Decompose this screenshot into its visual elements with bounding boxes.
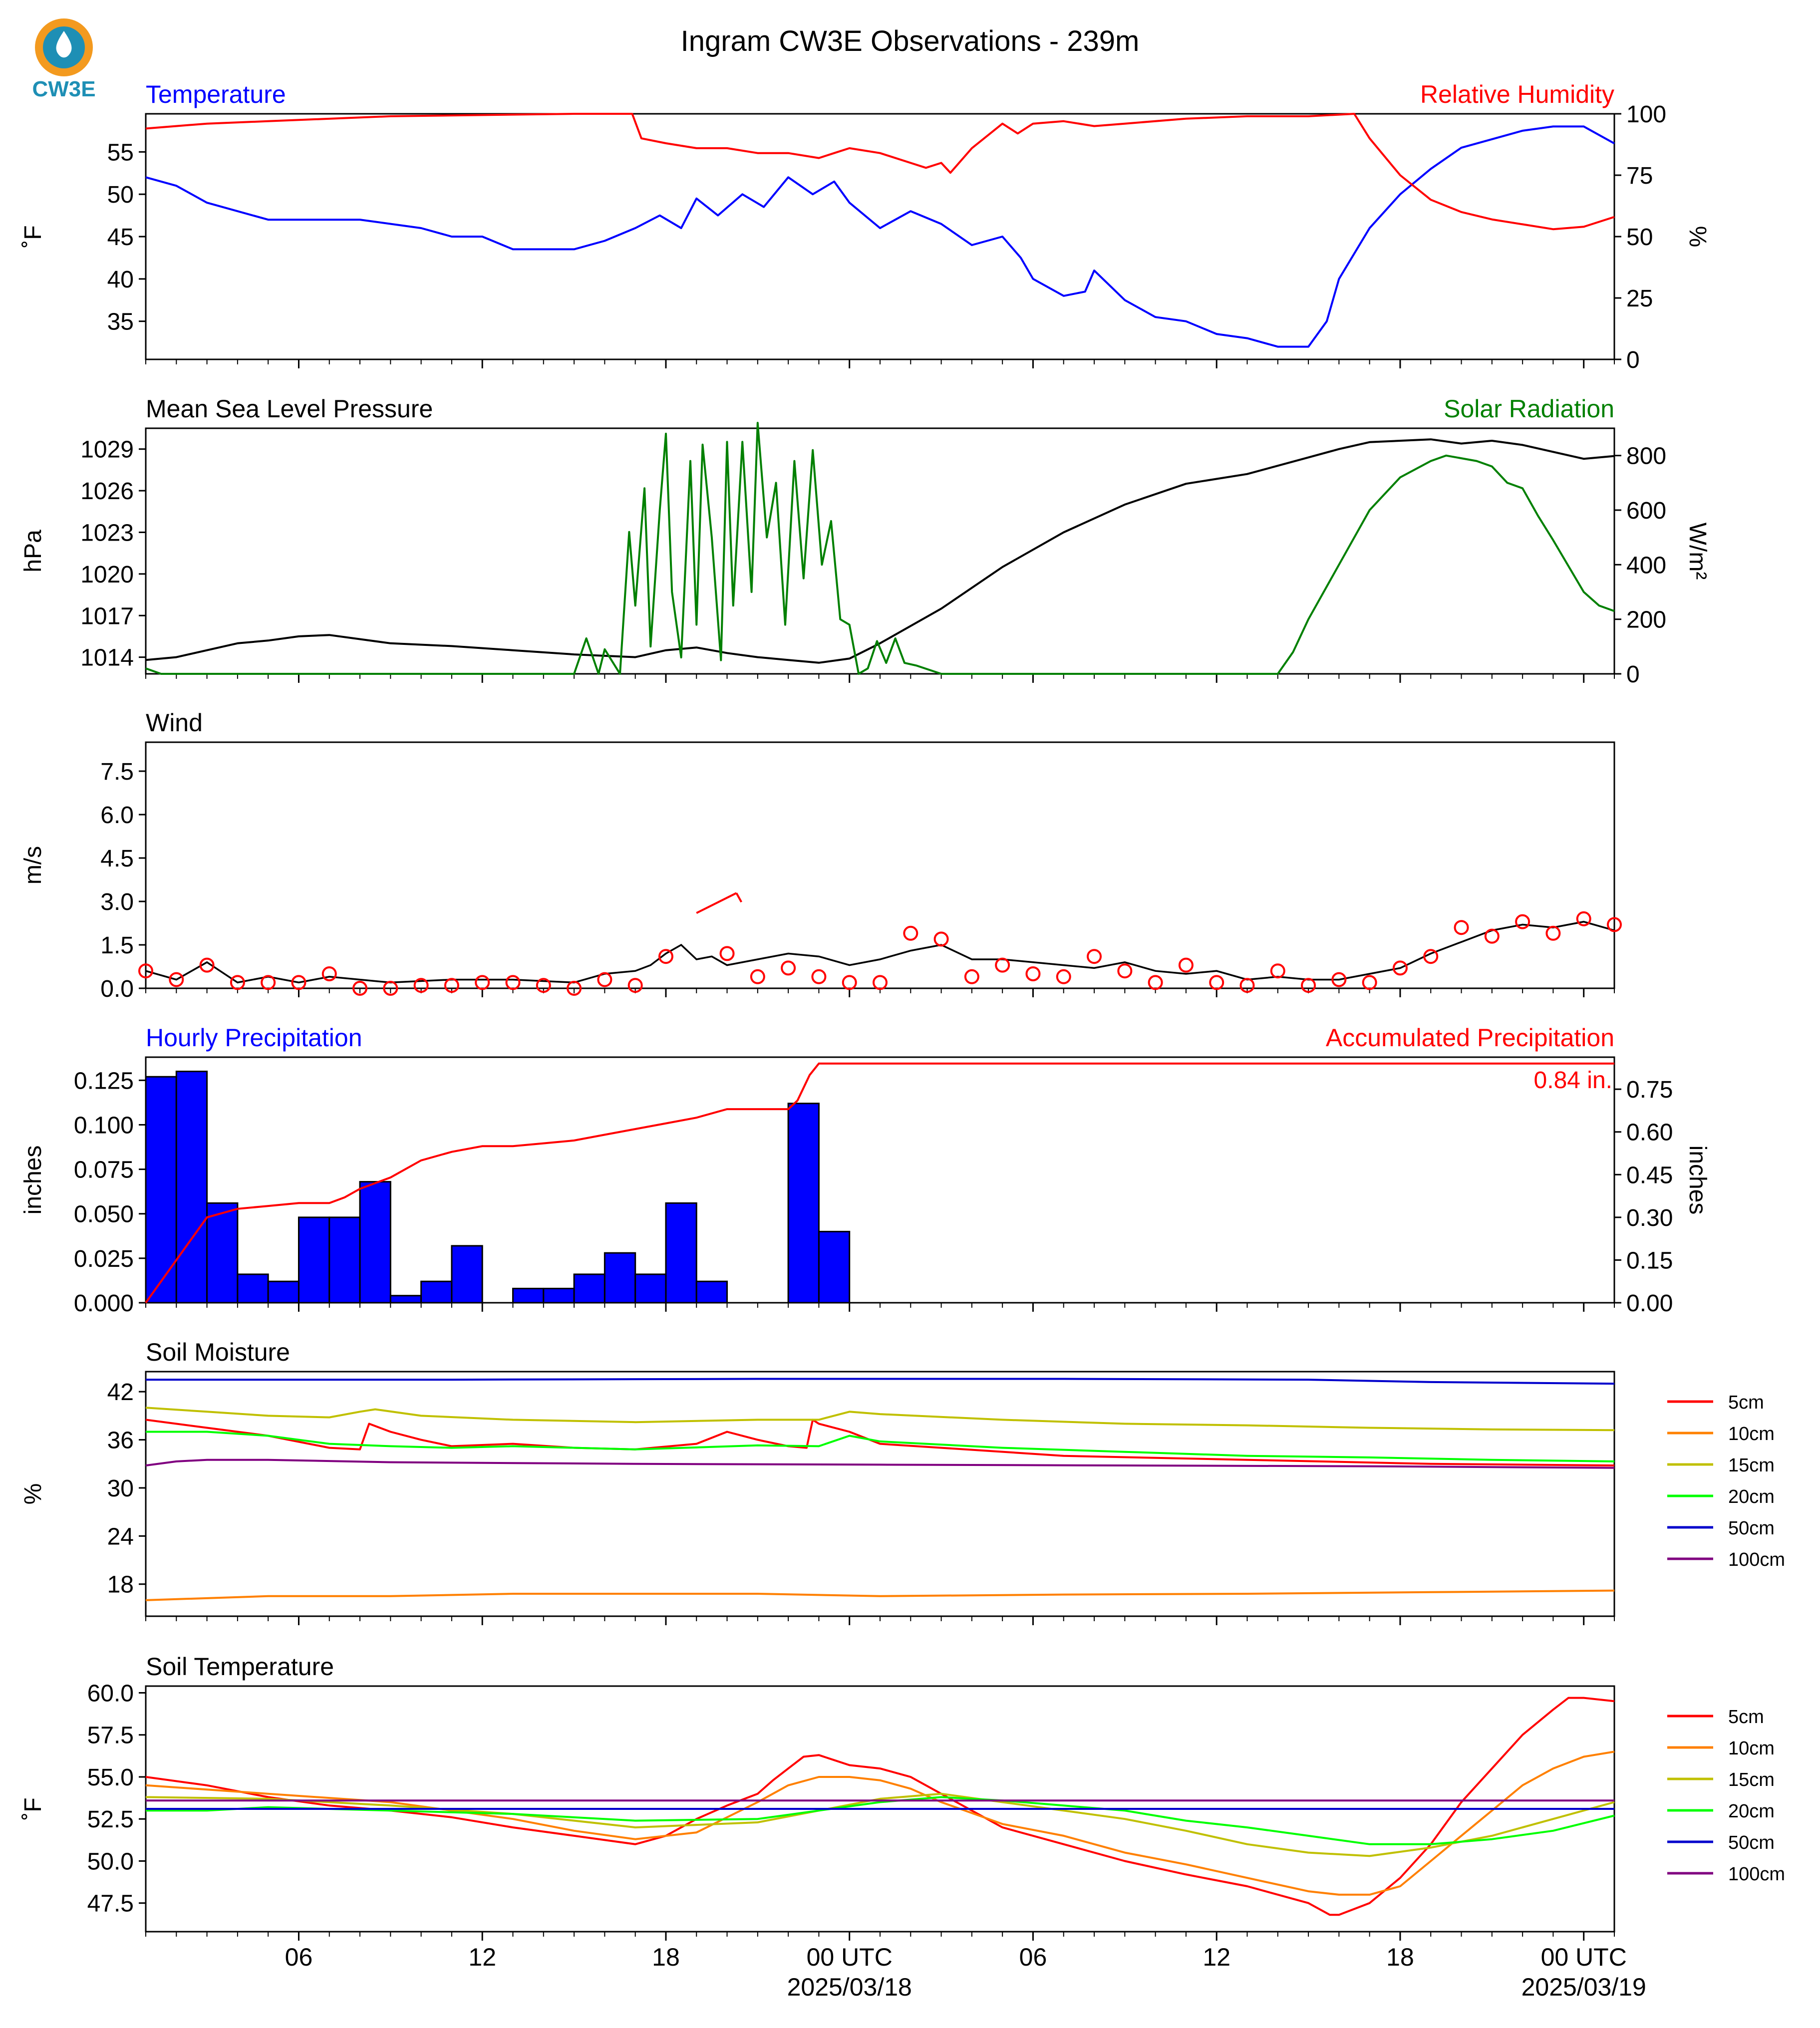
y-axis-label-left: ˚F	[20, 1797, 46, 1820]
wind-barb-flag	[736, 893, 741, 902]
y-axis-label-left: %	[20, 1483, 46, 1505]
wind-barb-calm	[935, 932, 948, 945]
wind-barb-calm	[1271, 964, 1284, 977]
y-tick-label-right: 75	[1626, 163, 1653, 189]
series-line-mean-sea-level-pressure	[146, 439, 1614, 663]
y-tick-label: 1.5	[100, 932, 134, 959]
y-tick-label-right: 0	[1626, 347, 1640, 373]
precip-bar	[176, 1072, 207, 1303]
wind-barb-calm	[476, 976, 489, 989]
figure-title: Ingram CW3E Observations - 239m	[680, 25, 1140, 57]
y-tick-label-right: 600	[1626, 498, 1667, 524]
wind-barb-calm	[1118, 964, 1131, 977]
panel-title-left: Wind	[146, 709, 203, 737]
y-tick-label: 52.5	[87, 1806, 134, 1833]
wind-barb-calm	[1149, 976, 1162, 989]
y-tick-label: 57.5	[87, 1722, 134, 1749]
panel-title-right: Relative Humidity	[1420, 80, 1614, 108]
y-tick-label: 1017	[80, 603, 134, 630]
x-date-label: 2025/03/19	[1521, 1973, 1646, 2001]
legend-label-5cm: 5cm	[1728, 1392, 1764, 1413]
wind-barb-calm	[965, 970, 978, 983]
plot-frame	[146, 1372, 1614, 1616]
wind-speed-line	[146, 922, 1614, 983]
y-tick-label: 0.125	[73, 1068, 134, 1095]
y-tick-label: 50	[107, 182, 134, 209]
legend-label-20cm: 20cm	[1728, 1801, 1775, 1822]
panel-title-right: Solar Radiation	[1444, 395, 1614, 423]
y-tick-label: 55.0	[87, 1764, 134, 1791]
panel-title-left: Soil Moisture	[146, 1338, 290, 1366]
y-tick-label: 47.5	[87, 1890, 134, 1917]
plot-frame	[146, 114, 1614, 359]
y-tick-label: 35	[107, 308, 134, 335]
y-tick-label: 3.0	[100, 889, 134, 915]
panel-soil_temp	[20, 1653, 1785, 1941]
y-tick-label: 0.000	[73, 1290, 134, 1317]
precip-bar	[268, 1281, 299, 1303]
series-line-10cm	[146, 1751, 1614, 1895]
y-tick-label: 55	[107, 139, 134, 166]
plot-frame	[146, 428, 1614, 674]
precip-bar	[544, 1288, 574, 1303]
wind-barb-calm	[1210, 976, 1223, 989]
wind-barb-calm	[1180, 959, 1193, 972]
y-tick-label-right: 0.45	[1626, 1162, 1673, 1189]
wind-barb-calm	[1546, 927, 1559, 940]
precip-bar	[452, 1246, 482, 1303]
precip-bar	[574, 1274, 605, 1303]
wind-barb-calm	[996, 959, 1009, 972]
panel-temp_rh	[20, 80, 1711, 373]
wind-barb-calm	[1088, 950, 1101, 963]
y-tick-label: 1023	[80, 520, 134, 547]
y-tick-label: 1029	[80, 436, 134, 463]
legend-label-100cm: 100cm	[1728, 1549, 1786, 1570]
wind-barb-calm	[874, 976, 887, 989]
wind-barb-calm	[323, 967, 336, 980]
wind-barb-calm	[507, 976, 520, 989]
y-tick-label-right: 0	[1626, 661, 1640, 688]
panel-title-left: Temperature	[146, 80, 286, 108]
precip-bar	[299, 1217, 329, 1303]
y-tick-label-right: 0.00	[1626, 1290, 1673, 1317]
y-tick-label-right: 100	[1626, 101, 1667, 128]
y-tick-label: 30	[107, 1475, 134, 1502]
y-tick-label: 36	[107, 1427, 134, 1454]
y-tick-label: 50.0	[87, 1848, 134, 1875]
precip-bar	[329, 1217, 360, 1303]
y-tick-label: 0.075	[73, 1157, 134, 1183]
wind-barb-calm	[262, 976, 275, 989]
wind-barb-calm	[1486, 930, 1499, 943]
panel-title-left: Hourly Precipitation	[146, 1024, 362, 1052]
y-tick-label-right: 25	[1626, 286, 1653, 312]
legend-label-50cm: 50cm	[1728, 1832, 1775, 1853]
y-tick-label: 1026	[80, 478, 134, 505]
y-axis-label-right: inches	[1684, 1145, 1711, 1215]
y-tick-label-right: 400	[1626, 552, 1667, 579]
x-tick-label: 00 UTC	[806, 1943, 893, 1971]
x-tick-label: 18	[1386, 1943, 1414, 1971]
legend-label-5cm: 5cm	[1728, 1707, 1764, 1728]
y-axis-label-left: m/s	[20, 846, 46, 885]
y-tick-label-right: 800	[1626, 443, 1667, 470]
y-tick-label: 24	[107, 1523, 134, 1550]
wind-barb-calm	[1516, 915, 1529, 928]
y-tick-label: 4.5	[100, 846, 134, 872]
precip-bar	[666, 1203, 696, 1303]
wind-barb	[696, 893, 736, 913]
precip-bar	[696, 1281, 727, 1303]
y-tick-label: 0.050	[73, 1201, 134, 1228]
cw3e-logo	[32, 18, 95, 101]
precip-bar	[207, 1203, 238, 1303]
y-tick-label: 1020	[80, 561, 134, 588]
precip-bar	[513, 1288, 544, 1303]
y-tick-label: 7.5	[100, 759, 134, 785]
panel-wind	[20, 709, 1621, 1002]
y-tick-label: 1014	[80, 644, 134, 671]
y-tick-label: 60.0	[87, 1680, 134, 1707]
wind-barb-calm	[1577, 912, 1590, 925]
series-line-relative-humidity	[146, 114, 1614, 229]
legend-label-50cm: 50cm	[1728, 1518, 1775, 1539]
precip-bar	[605, 1253, 635, 1303]
accumulated-total-label: 0.84 in.	[1533, 1067, 1612, 1094]
panel-title-left: Mean Sea Level Pressure	[146, 395, 433, 423]
wind-barb-calm	[1026, 967, 1039, 980]
series-line-temperature	[146, 126, 1614, 346]
panel-precip	[20, 1024, 1711, 1317]
precip-bar	[819, 1231, 849, 1303]
precip-bar	[788, 1104, 819, 1303]
y-tick-label-right: 200	[1626, 606, 1667, 633]
x-tick-label: 12	[468, 1943, 497, 1971]
wind-barb-calm	[751, 970, 764, 983]
series-line-15cm	[146, 1408, 1614, 1430]
y-axis-label-left: hPa	[20, 530, 46, 573]
wind-barb-calm	[1363, 976, 1376, 989]
y-tick-label: 42	[107, 1379, 134, 1406]
wind-barb-calm	[598, 973, 611, 986]
time-axis-labels	[285, 1943, 1646, 2001]
legend-label-10cm: 10cm	[1728, 1424, 1775, 1445]
precip-bar	[635, 1274, 666, 1303]
y-tick-label: 45	[107, 224, 134, 251]
x-tick-label: 06	[1019, 1943, 1047, 1971]
series-line-solar-radiation	[146, 423, 1614, 674]
series-line-50cm	[146, 1379, 1614, 1384]
precip-bar	[390, 1296, 421, 1303]
y-tick-label-right: 0.75	[1626, 1077, 1673, 1104]
y-tick-label: 0.025	[73, 1245, 134, 1272]
legend-label-10cm: 10cm	[1728, 1738, 1775, 1759]
y-tick-label-right: 0.15	[1626, 1247, 1673, 1274]
y-axis-label-left: inches	[20, 1145, 46, 1215]
precip-bar	[421, 1281, 452, 1303]
panel-title-right: Accumulated Precipitation	[1325, 1024, 1614, 1052]
y-tick-label: 0.0	[100, 976, 134, 1002]
x-tick-label: 18	[652, 1943, 680, 1971]
series-line-5cm	[146, 1698, 1614, 1915]
x-tick-label: 12	[1203, 1943, 1231, 1971]
x-date-label: 2025/03/18	[787, 1973, 912, 2001]
y-tick-label: 18	[107, 1571, 134, 1598]
legend-label-15cm: 15cm	[1728, 1455, 1775, 1476]
y-tick-label: 0.100	[73, 1112, 134, 1139]
series-line-10cm	[146, 1591, 1614, 1600]
y-tick-label-right: 0.30	[1626, 1204, 1673, 1231]
x-tick-label: 06	[285, 1943, 313, 1971]
y-tick-label-right: 50	[1626, 224, 1653, 251]
wind-barb-calm	[843, 976, 856, 989]
x-tick-label: 00 UTC	[1540, 1943, 1627, 1971]
logo-text: CW3E	[32, 77, 96, 101]
precip-bar	[360, 1182, 390, 1303]
y-axis-label-left: ˚F	[20, 225, 46, 248]
wind-barb-calm	[782, 961, 795, 974]
series-line-20cm	[146, 1432, 1614, 1461]
y-axis-label-right: %	[1684, 226, 1711, 248]
precip-bar	[238, 1274, 268, 1303]
wind-barb-calm	[812, 970, 825, 983]
y-tick-label-right: 0.60	[1626, 1119, 1673, 1146]
legend-label-100cm: 100cm	[1728, 1864, 1786, 1885]
y-tick-label: 40	[107, 266, 134, 293]
legend-label-20cm: 20cm	[1728, 1486, 1775, 1507]
panel-soil_moisture	[20, 1338, 1785, 1625]
plot-frame	[146, 742, 1614, 988]
legend-label-15cm: 15cm	[1728, 1769, 1775, 1790]
panel-title-left: Soil Temperature	[146, 1653, 334, 1681]
wind-barb-calm	[1057, 970, 1070, 983]
wind-barb-calm	[904, 927, 917, 940]
y-axis-label-right: W/m²	[1684, 522, 1711, 580]
y-tick-label: 6.0	[100, 802, 134, 829]
precip-bar	[146, 1077, 176, 1303]
wind-barb-calm	[721, 947, 734, 960]
panel-pressure_solar	[20, 395, 1711, 688]
wind-barb-calm	[1455, 921, 1468, 934]
